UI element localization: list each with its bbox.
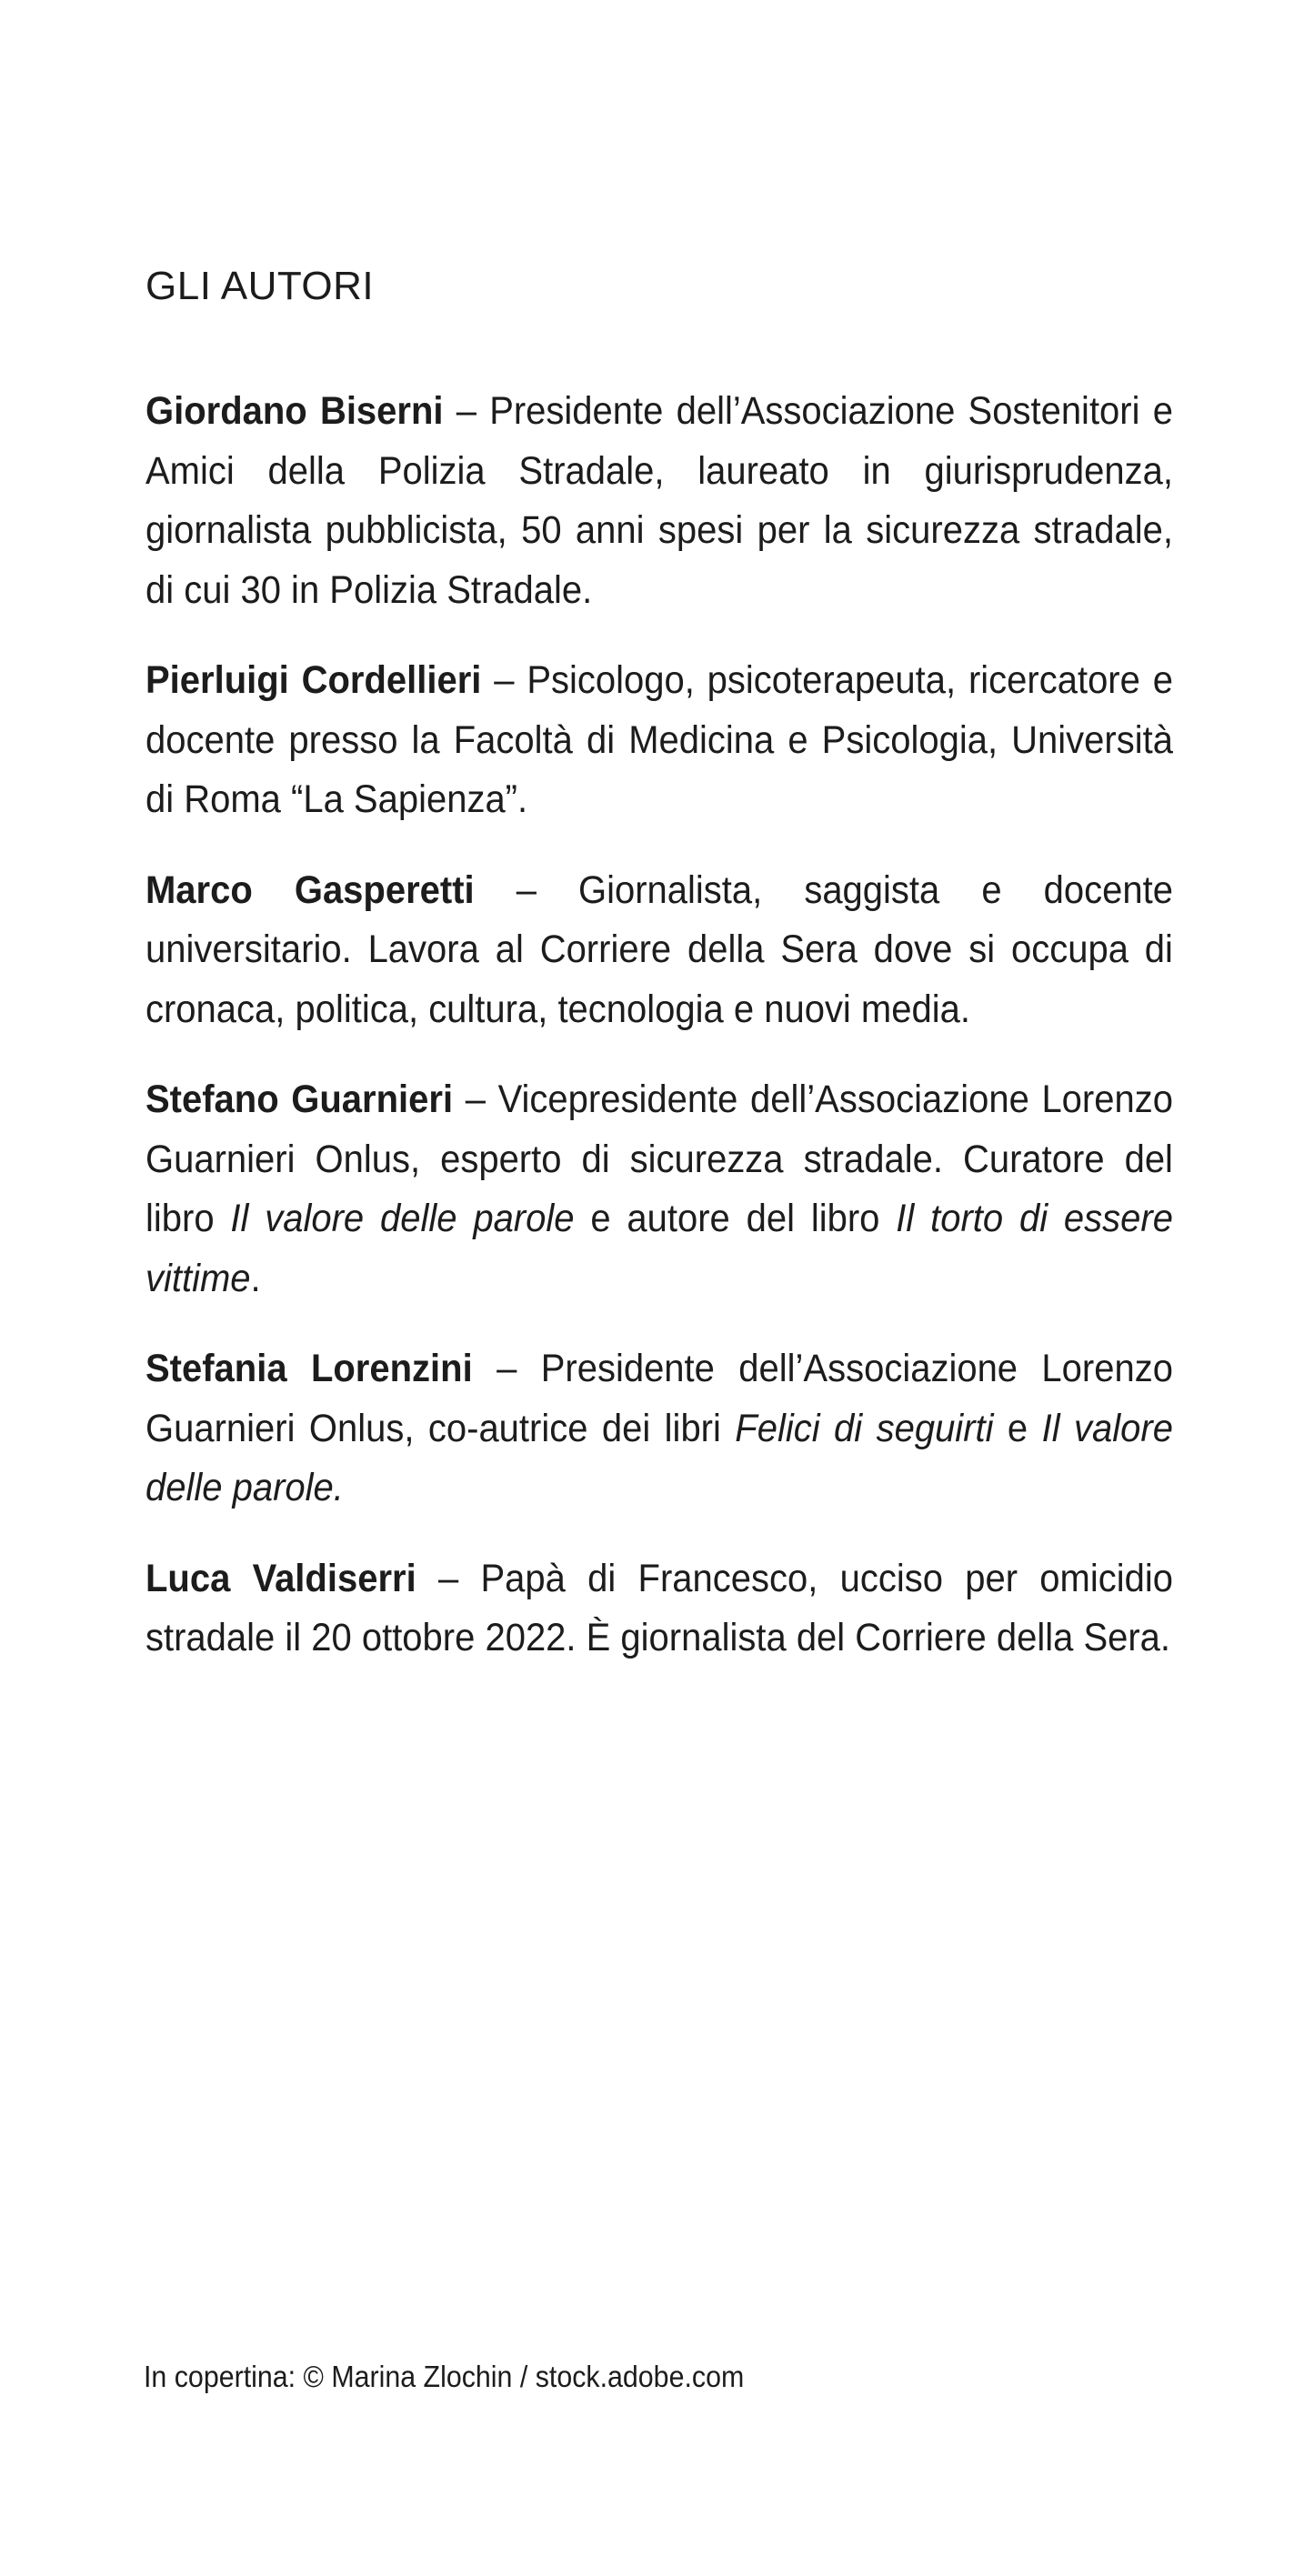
author-bio: Luca Valdiserri – Papà di Francesco, ucciso per omicidio stradale il 20 ottobre 2022. È giornalista del Corriere della Sera. xyxy=(145,1556,1173,1659)
author-bio: Pierluigi Cordellieri – Psicologo, psicoterapeuta, ricercatore e docente presso la Facoltà di Medicina e Psicologia, Università di Roma “La Sapienza”. xyxy=(145,658,1173,821)
cover-credit: In copertina: © Marina Zlochin / stock.adobe.com xyxy=(144,2360,745,2393)
bio-text: Vicepresidente dell’Associazione Lorenzo Guarnieri Onlus, esperto di sicurezza stradale. Curatore del libro xyxy=(145,1078,1173,1240)
bio-text: Psicologo, psicoterapeuta, ricercatore e docente presso la Facoltà di Medicina e Psicologia, Università di Roma “La Sapienza”. xyxy=(145,658,1173,821)
bio-text: Presidente dell’Associazione Sostenitori e Amici della Polizia Stradale, laureato in giurisprudenza, giornalista pubblicista, 50 anni spesi per la sicurezza stradale, di cui 30 in Polizia Stradale. xyxy=(145,389,1173,612)
author-bio: Stefano Guarnieri – Vicepresidente dell’Associazione Lorenzo Guarnieri Onlus, esperto di sicurezza stradale. Curatore del libro Il valore delle parole e autore del libro Il torto di essere vittime. xyxy=(145,1078,1173,1300)
author-bio: Marco Gasperetti – Giornalista, saggista e docente universitario. Lavora al Corriere della Sera dove si occupa di cronaca, politica, cultura, tecnologia e nuovi media. xyxy=(145,867,1173,1031)
book-title: Il valore delle parole xyxy=(230,1197,575,1240)
page-heading: GLI AUTORI xyxy=(145,264,375,308)
author-name: Stefano Guarnieri xyxy=(145,1078,454,1121)
author-name: Marco Gasperetti xyxy=(145,867,475,912)
bio-text: . xyxy=(250,1256,261,1300)
author-name: Stefania Lorenzini xyxy=(145,1347,473,1390)
author-name: Luca Valdiserri xyxy=(145,1556,416,1600)
author-name: Giordano Biserni xyxy=(145,389,444,433)
book-title: Il valore delle parole. xyxy=(145,1406,1173,1509)
author-bio: Giordano Biserni – Presidente dell’Associazione Sostenitori e Amici della Polizia Stradale, laureato in giurisprudenza, giornalista pubblicista, 50 anni spesi per la sicurezza stradale, di cui 30 in Polizia Stradale. xyxy=(145,389,1173,612)
bio-text: Giornalista, saggista e docente universitario. Lavora al Corriere della Sera dove si occupa di cronaca, politica, cultura, tecnologia e nuovi media. xyxy=(145,867,1173,1031)
bio-text: Papà di Francesco, ucciso per omicidio stradale il 20 ottobre 2022. È giornalista del Corriere della Sera. xyxy=(145,1556,1173,1659)
author-bios xyxy=(145,382,1173,1699)
bio-text: e xyxy=(993,1406,1042,1450)
author-bio: Stefania Lorenzini – Presidente dell’Associazione Lorenzo Guarnieri Onlus, co-autrice dei libri Felici di seguirti e Il valore delle parole. xyxy=(145,1347,1173,1509)
book-title: Felici di seguirti xyxy=(735,1406,994,1450)
author-name: Pierluigi Cordellieri xyxy=(145,658,482,702)
book-title: Il torto di essere vittime xyxy=(145,1197,1173,1300)
bio-text: Presidente dell’Associazione Lorenzo Guarnieri Onlus, co-autrice dei libri xyxy=(145,1347,1173,1450)
bio-text: e autore del libro xyxy=(574,1197,897,1240)
